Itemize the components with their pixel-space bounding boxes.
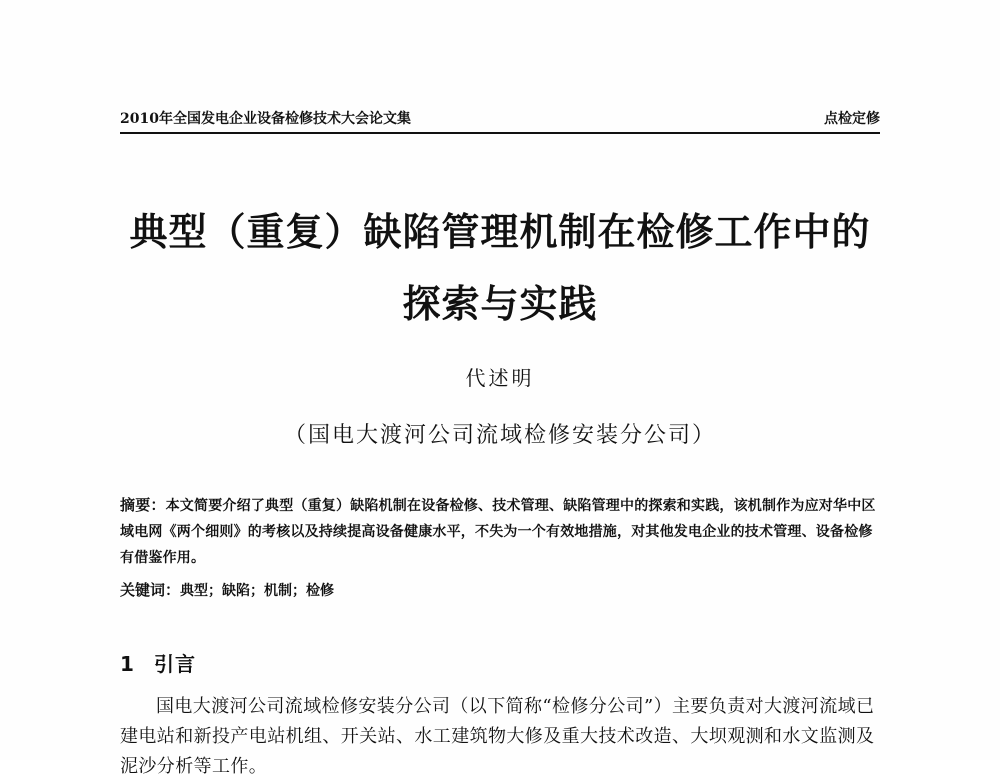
body-paragraph: 国电大渡河公司流域检修安装分公司（以下简称“检修分公司”）主要负责对大渡河流域已建电站和新投产电站机组、开关站、水工建筑物大修及重大技术改造、大坝观测和水文监测及泥沙分析等工作。: [120, 696, 875, 777]
section-number: 1: [120, 652, 135, 676]
running-header: [120, 108, 880, 134]
paper-title-line-1: 典型（重复）缺陷管理机制在检修工作中的: [129, 210, 871, 254]
abstract-label: 摘要：: [120, 496, 166, 514]
header-section-label: 点检定修: [824, 111, 880, 127]
keywords-text: 典型；缺陷；机制；检修: [180, 583, 335, 599]
section-heading-introduction: [120, 648, 196, 677]
keywords-label: 关键词：: [120, 581, 181, 599]
abstract-text: 本文简要介绍了典型（重复）缺陷机制在设备检修、技术管理、缺陷管理中的探索和实践，该机制作为应对华中区域电网《两个细则》的考核以及持续提高设备健康水平，不失为一个有效地措施，对其他发电企业的技术管理、设备检修有借鉴作用。: [120, 498, 876, 566]
keywords: [120, 578, 880, 603]
author-affiliation: （国电大渡河公司流域检修安装分公司）: [283, 423, 716, 448]
author-name: 代述明: [465, 366, 535, 390]
abstract: [120, 492, 880, 571]
section-title: 引言: [154, 652, 196, 676]
paper-title-line-2: 探索与实践: [402, 282, 598, 326]
header-proceedings-title: 2010年全国发电企业设备检修技术大会论文集: [120, 111, 411, 127]
